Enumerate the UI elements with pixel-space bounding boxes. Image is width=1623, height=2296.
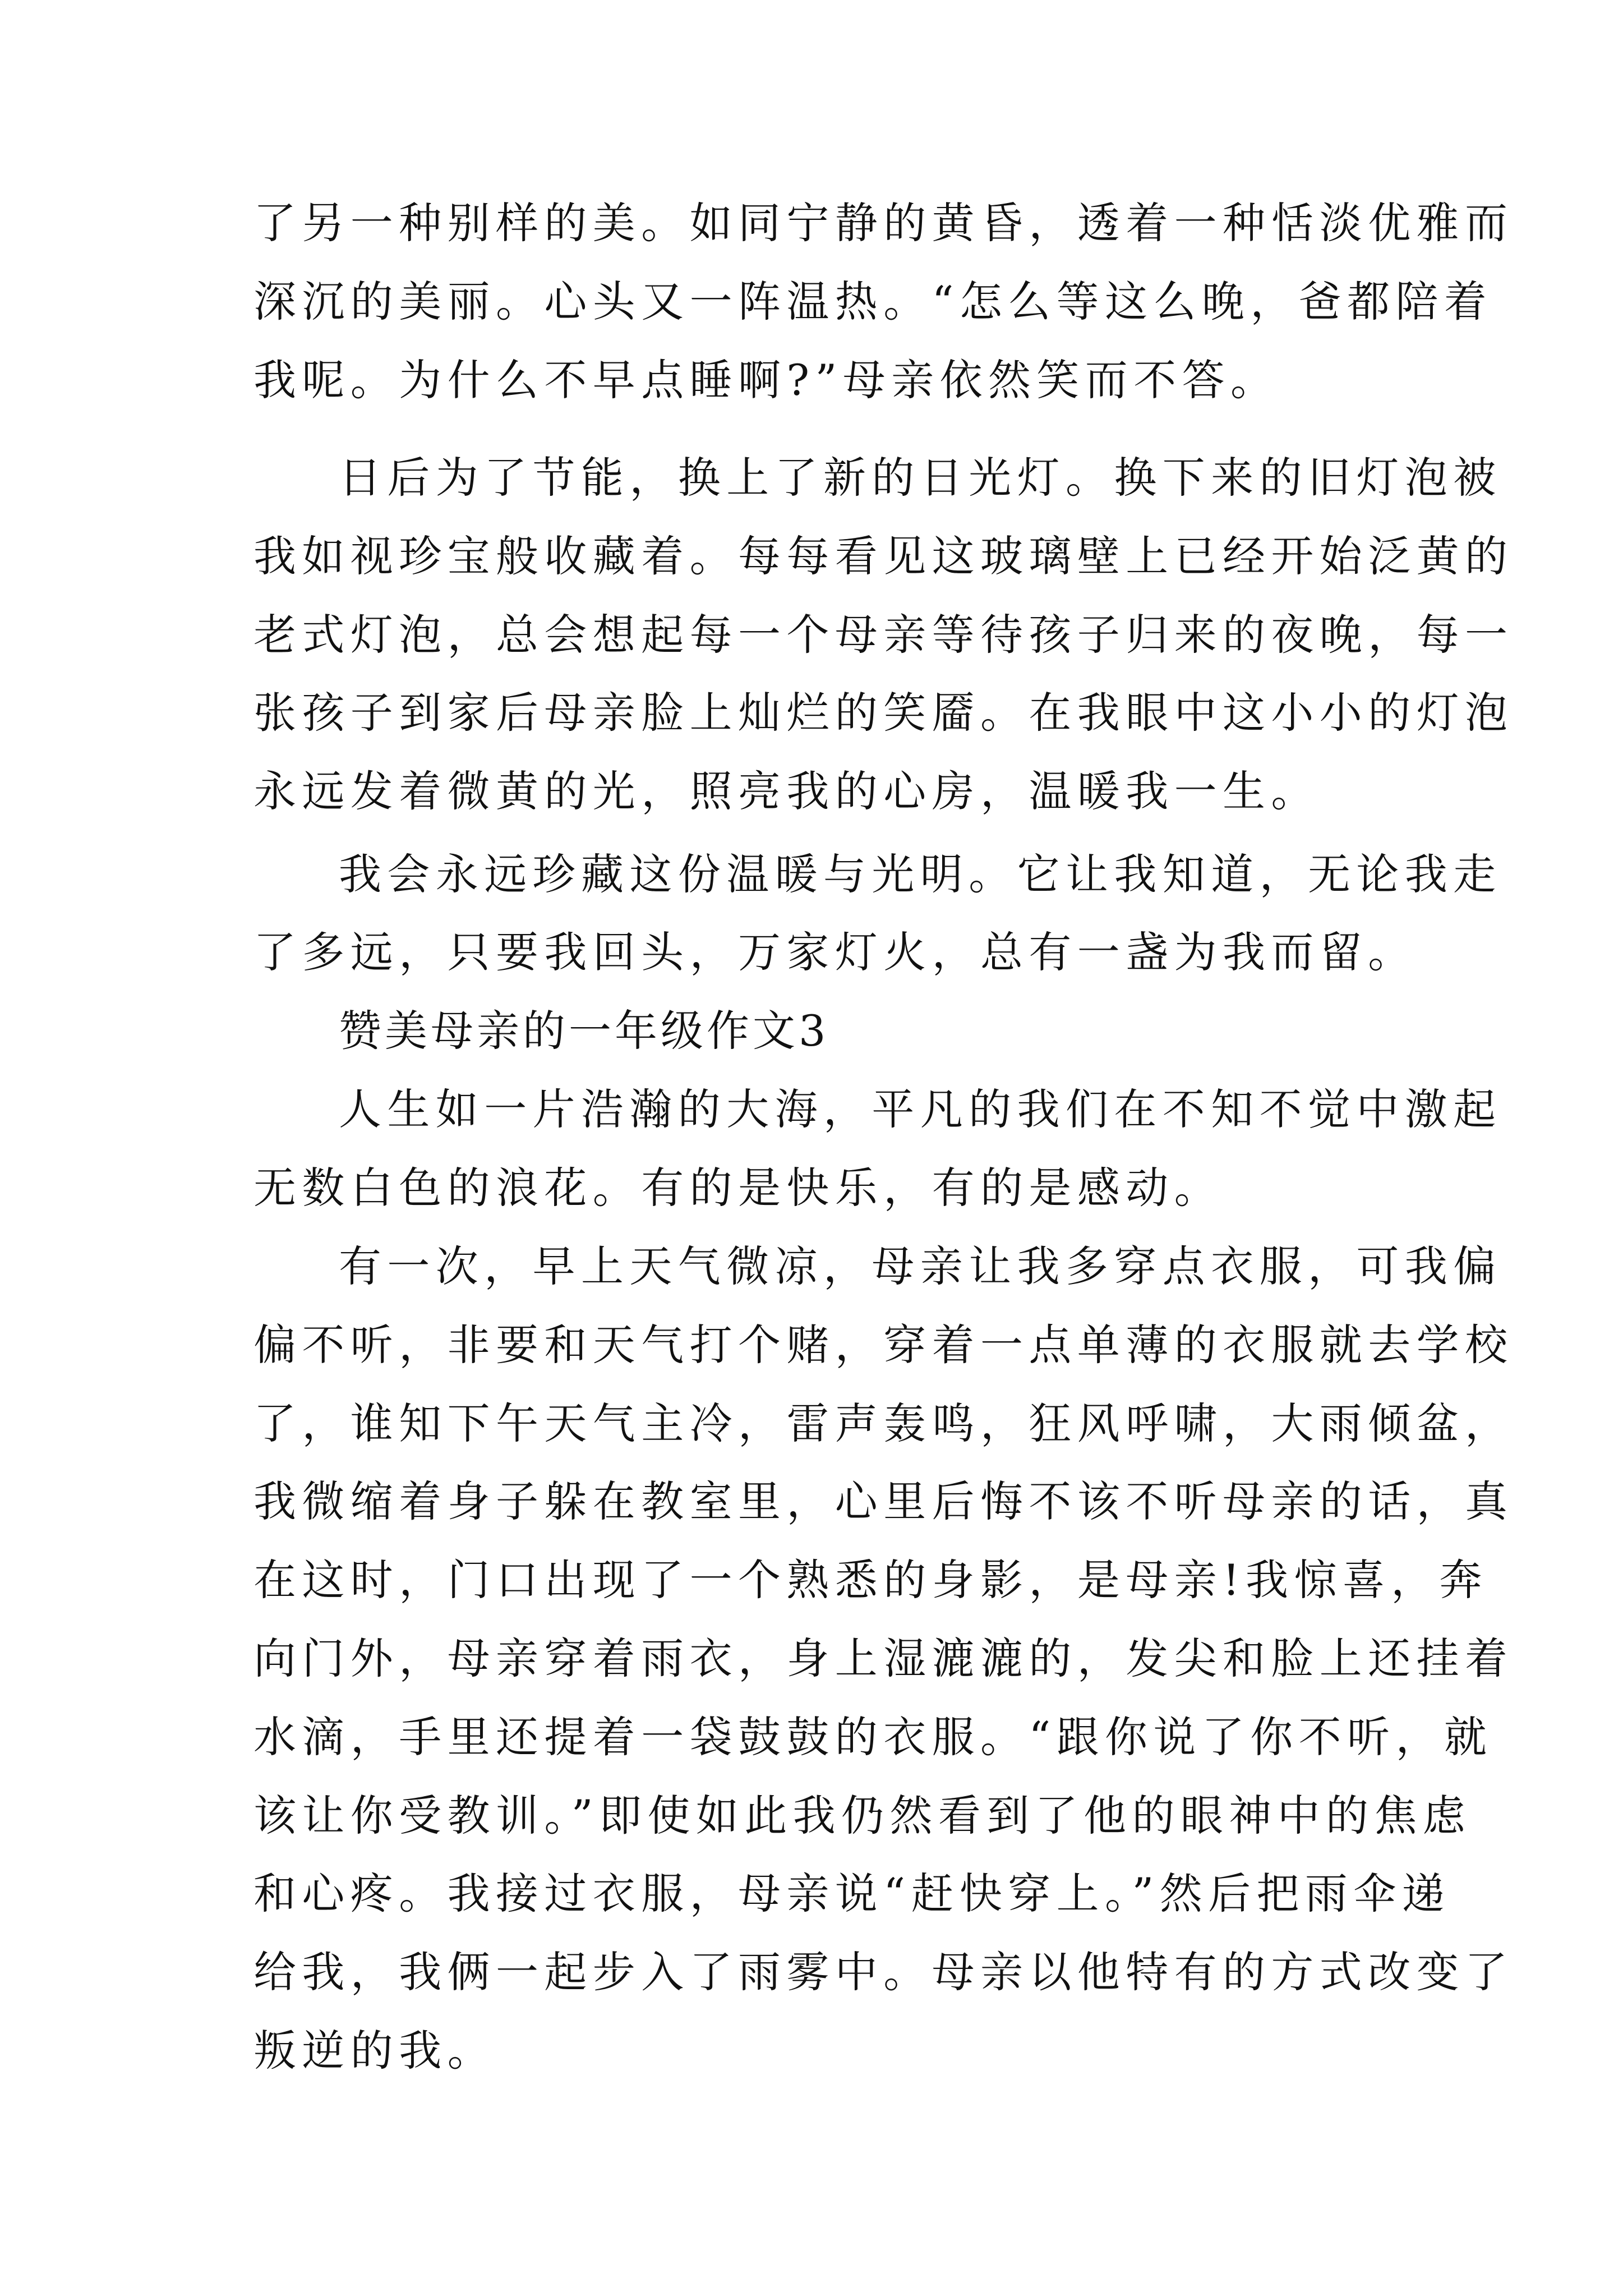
text-line: 永远发着微黄的光，照亮我的心房，温暖我一生。 [253,766,1320,816]
text-line: 我微缩着身子躲在教室里，心里后悔不该不听母亲的话，真 [253,1476,1514,1526]
text-line: 在这时，门口出现了一个熟悉的身影，是母亲!我惊喜，奔 [253,1555,1488,1605]
text-line: 给我，我俩一起步入了雨雾中。母亲以他特有的方式改变了 [253,1947,1514,1997]
paragraph-first-line: 人生如一片浩瀚的大海，平凡的我们在不知不觉中激起 [339,1084,1502,1134]
text-line: 该让你受教训。”即使如此我仍然看到了他的眼神中的焦虑 [253,1791,1472,1841]
paragraph-first-line: 我会永远珍藏这份温暖与光明。它让我知道，无论我走 [339,849,1502,899]
text-line: 老式灯泡，总会想起每一个母亲等待孩子归来的夜晚，每一 [253,610,1514,660]
text-line: 张孩子到家后母亲脸上灿烂的笑靥。在我眼中这小小的灯泡 [253,688,1514,738]
paragraph-first-line: 日后为了节能，换上了新的日光灯。换下来的旧灯泡被 [339,453,1502,503]
text-line: 深沉的美丽。心头又一阵温热。“怎么等这么晚，爸都陪着 [253,277,1493,326]
text-line: 和心疼。我接过衣服，母亲说“赶快穿上。”然后把雨伞递 [253,1869,1451,1918]
section-heading: 赞美母亲的一年级作文3 [339,1006,829,1056]
text-line: 了另一种别样的美。如同宁静的黄昏，透着一种恬淡优雅而 [253,198,1514,248]
text-line: 了，谁知下午天气主冷，雷声轰鸣，狂风呼啸，大雨倾盆， [253,1398,1514,1448]
text-line: 水滴，手里还提着一袋鼓鼓的衣服。“跟你说了你不听，就 [253,1712,1493,1762]
text-line: 我如视珍宝般收藏着。每每看见这玻璃壁上已经开始泛黄的 [253,531,1514,581]
text-line: 叛逆的我。 [253,2026,496,2076]
paragraph-first-line: 有一次，早上天气微凉，母亲让我多穿点衣服，可我偏 [339,1241,1502,1291]
text-line: 无数白色的浪花。有的是快乐，有的是感动。 [253,1163,1223,1213]
text-line: 偏不听，非要和天气打个赌，穿着一点单薄的衣服就去学校 [253,1320,1514,1370]
text-line: 向门外，母亲穿着雨衣，身上湿漉漉的，发尖和脸上还挂着 [253,1634,1514,1683]
text-line: 了多远，只要我回头，万家灯火，总有一盏为我而留。 [253,927,1417,977]
text-line: 我呢。为什么不早点睡啊?”母亲依然笑而不答。 [253,355,1279,405]
